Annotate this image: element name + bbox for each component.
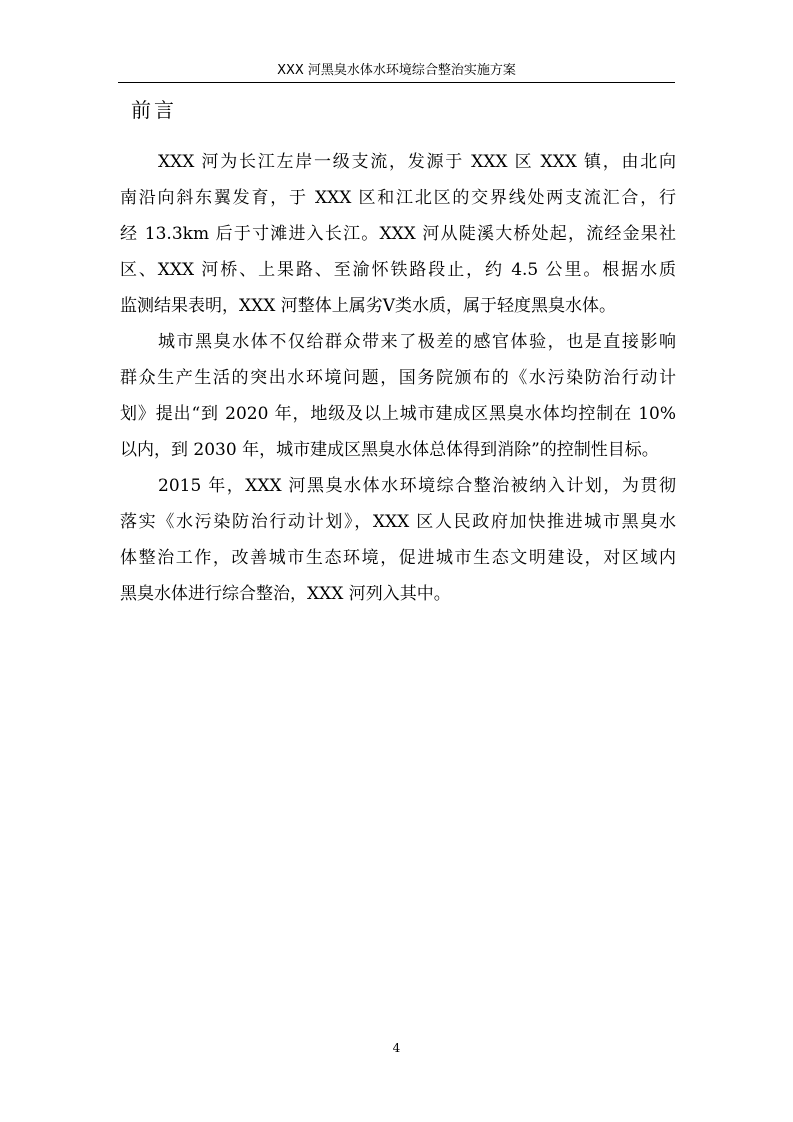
paragraph-line: 区、XXX 河桥、上果路、至渝怀铁路段止，约 4.5 公里。根据水质 [120, 260, 676, 280]
paragraph-1 [120, 144, 676, 324]
paragraph-3 [120, 468, 676, 612]
document-body [120, 144, 676, 612]
paragraph-line: 体整治工作，改善城市生态环境，促进城市生态文明建设，对区域内 [120, 548, 676, 568]
paragraph-line: 经 13.3km 后于寸滩进入长江。XXX 河从陡溪大桥处起，流经金果社 [120, 224, 676, 244]
paragraph-2 [120, 324, 676, 468]
paragraph-line: 城市黑臭水体不仅给群众带来了极差的感官体验，也是直接影响 [158, 332, 676, 352]
paragraph-line: 以内，到 2030 年，城市建成区黑臭水体总体得到消除”的控制性目标。 [120, 440, 659, 460]
page-number: 4 [392, 1041, 401, 1055]
paragraph-line: 划》提出“到 2020 年，地级及以上城市建成区黑臭水体均控制在 10% [120, 404, 676, 424]
header-divider [118, 82, 675, 83]
paragraph-line: 落实《水污染防治行动计划》，XXX 区人民政府加快推进城市黑臭水 [120, 512, 676, 532]
section-title: 前言 [131, 98, 177, 122]
paragraph-line: 黑臭水体进行综合整治，XXX 河列入其中。 [120, 584, 451, 604]
paragraph-line: 监测结果表明，XXX 河整体上属劣Ⅴ类水质，属于轻度黑臭水体。 [120, 296, 616, 316]
running-header: XXX 河黑臭水体水环境综合整治实施方案 [277, 63, 516, 78]
paragraph-line: 2015 年，XXX 河黑臭水体水环境综合整治被纳入计划，为贯彻 [158, 476, 676, 496]
paragraph-line: XXX 河为长江左岸一级支流，发源于 XXX 区 XXX 镇，由北向 [158, 152, 676, 172]
paragraph-line: 群众生产生活的突出水环境问题，国务院颁布的《水污染防治行动计 [120, 368, 676, 388]
paragraph-line: 南沿向斜东翼发育，于 XXX 区和江北区的交界线处两支流汇合，行 [120, 188, 676, 208]
